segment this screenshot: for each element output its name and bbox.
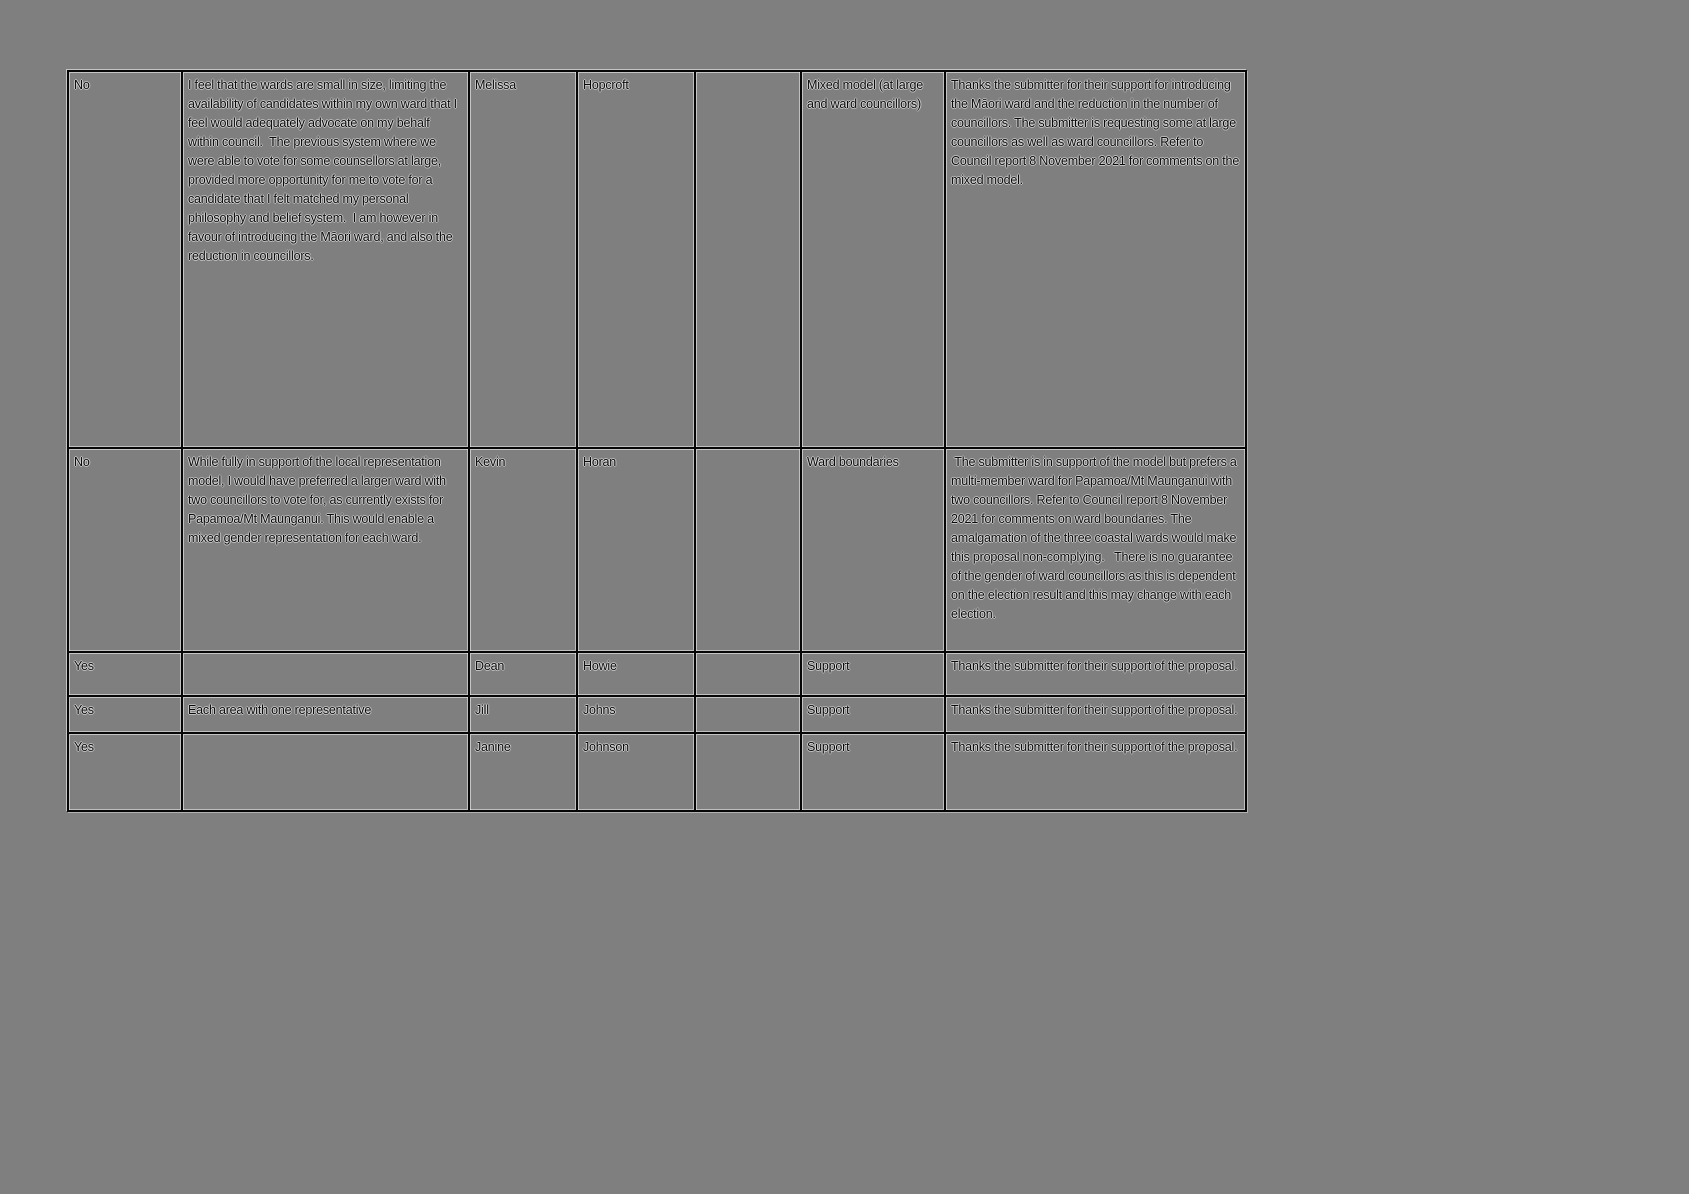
cell-comment: While fully in support of the local representation model, I would have preferred a larger ward with two councillors to vote for, as currently exists for Papamoa/Mt Maunganui. This would enable a mixed gender representation for each ward.	[183, 449, 470, 653]
cell-support: No	[69, 72, 183, 449]
cell-staff-response: The submitter is in support of the model but prefers a multi-member ward for Papamoa/Mt Maunganui with two councillors. Refer to Council report 8 November 2021 for comments on ward boundaries. The amalgamation of the three coastal wards would make this proposal non-complying. There is no guarantee of the gender of ward councillors as this is dependent on the election result and this may change with each election.	[946, 449, 1247, 653]
cell-last-name: Johns	[578, 697, 696, 734]
cell-comment	[183, 734, 470, 812]
cell-first-name: Janine	[470, 734, 578, 812]
cell-last-name: Howie	[578, 653, 696, 697]
cell-blank	[696, 72, 802, 449]
cell-staff-response: Thanks the submitter for their support of the proposal.	[946, 653, 1247, 697]
cell-staff-response: Thanks the submitter for their support for introducing the Māori ward and the reduction in the number of councillors. The submitter is requesting some at large councillors as well as ward councillors. Refer to Council report 8 November 2021 for comments on the mixed model.	[946, 72, 1247, 449]
cell-comment	[183, 653, 470, 697]
cell-blank	[696, 734, 802, 812]
cell-first-name: Melissa	[470, 72, 578, 449]
cell-last-name: Johnson	[578, 734, 696, 812]
cell-last-name: Hopcroft	[578, 72, 696, 449]
submissions-table	[67, 70, 1247, 812]
cell-blank	[696, 653, 802, 697]
cell-staff-response: Thanks the submitter for their support of the proposal.	[946, 734, 1247, 812]
cell-blank	[696, 449, 802, 653]
cell-comment: Each area with one representative	[183, 697, 470, 734]
cell-topic: Support	[802, 734, 946, 812]
cell-support: Yes	[69, 653, 183, 697]
cell-blank	[696, 697, 802, 734]
cell-topic: Mixed model (at large and ward councillors)	[802, 72, 946, 449]
cell-first-name: Kevin	[470, 449, 578, 653]
cell-last-name: Horan	[578, 449, 696, 653]
cell-support: Yes	[69, 734, 183, 812]
cell-first-name: Jill	[470, 697, 578, 734]
cell-topic: Support	[802, 697, 946, 734]
cell-staff-response: Thanks the submitter for their support of the proposal.	[946, 697, 1247, 734]
cell-topic: Ward boundaries	[802, 449, 946, 653]
cell-first-name: Dean	[470, 653, 578, 697]
cell-support: No	[69, 449, 183, 653]
cell-support: Yes	[69, 697, 183, 734]
cell-comment: I feel that the wards are small in size, limiting the availability of candidates within my own ward that I feel would adequately advocate on my behalf within council. The previous system where we were able to vote for some counsellors at large, provided more opportunity for me to vote for a candidate that I felt matched my personal philosophy and belief system. I am however in favour of introducing the Māori ward, and also the reduction in councillors.	[183, 72, 470, 449]
cell-topic: Support	[802, 653, 946, 697]
